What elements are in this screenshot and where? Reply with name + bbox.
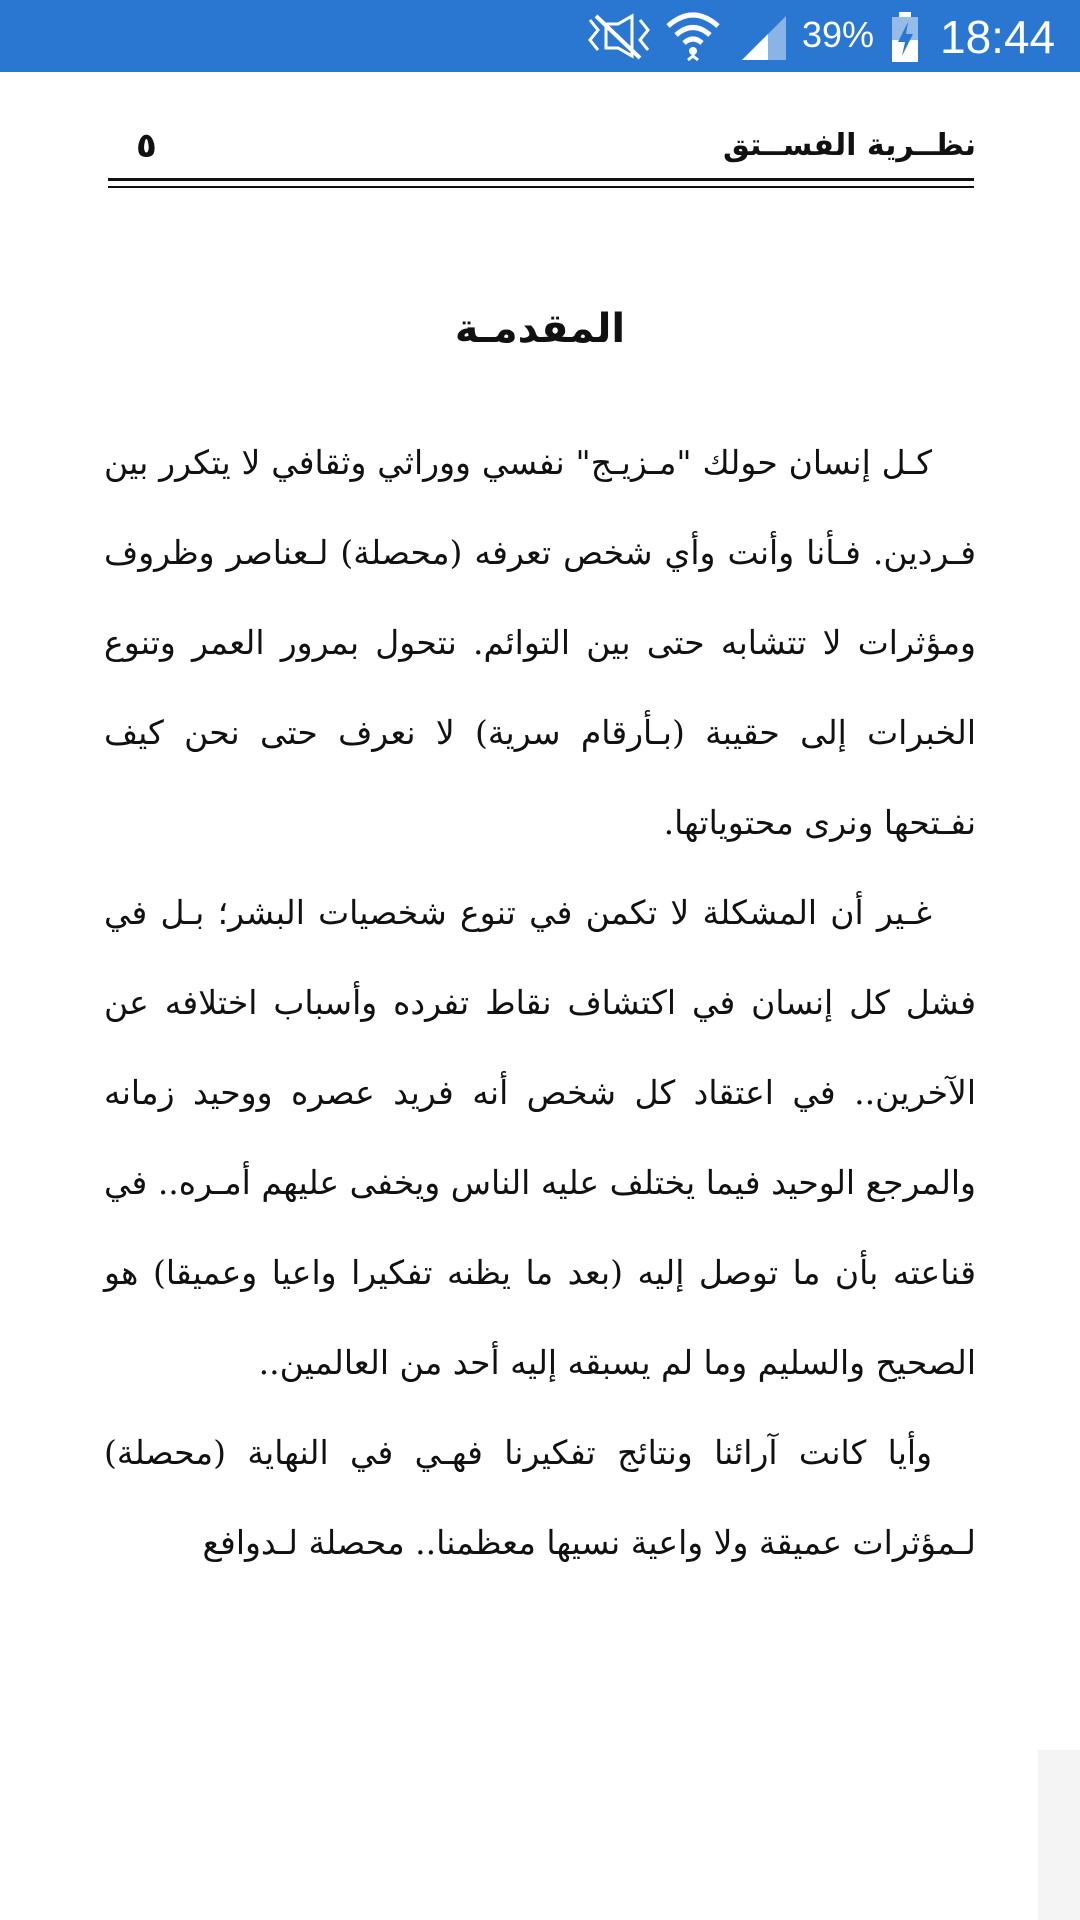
paragraph: غـير أن المشكلة لا تكمن في تنوع شخصيات البشر؛ بـل في فشل كل إنسان في اكتشاف نقاط تفرده وأسباب اختلافه عن الآخرين.. في اعتقاد كل شخص أنه فريد عصره ووحيد زمانه والمرجع الوحيد فيما يختلف عليه الناس ويخفى عليهم أمـره.. في قناعته بأن ما توصل إليه (بعد ما يظنه تفكيرا واعيا وعميقا) هو الصحيح والسليم وما لم يسبقه إليه أحد من العالمين..	[104, 893, 976, 1382]
paragraph: وأيا كانت آرائنا ونتائج تفكيرنا فهـي في النهاية (محصلة) لـمؤثرات عميقة ولا واعية نسيها معظمنا.. محصلة لـدوافع	[104, 1433, 976, 1562]
paragraph: كـل إنسان حولك "مـزيـج" نفسي ووراثي وثقافي لا يتكرر بين فـردين. فـأنا وأنت وأي شخص تعرفه (محصلة) لـعناصر وظروف ومؤثرات لا تتشابه حتى بين التوائم. نتحول بمرور العمر وتنوع الخبرات إلى حقيبة (بـأرقام سرية) لا نعرف حتى نحن كيف نفـتحها ونرى محتوياتها.	[104, 443, 976, 842]
running-header	[106, 128, 976, 178]
book-title: نظــرية الفســتق	[722, 128, 976, 163]
page-number: ٥	[136, 126, 157, 166]
body-text	[104, 418, 976, 1588]
wifi-icon	[664, 10, 722, 64]
header-rule-thick	[108, 178, 974, 181]
header-rule-thin	[108, 186, 974, 188]
chapter-title: المقدمـة	[454, 306, 626, 352]
clock-time: 18:44	[940, 11, 1056, 63]
signal-icon	[738, 10, 790, 62]
battery-charging-icon	[890, 10, 920, 64]
scroll-edge[interactable]	[1038, 1750, 1080, 1920]
battery-percent: 39%	[802, 14, 875, 55]
mute-icon	[582, 10, 652, 62]
status-bar	[0, 0, 1080, 72]
